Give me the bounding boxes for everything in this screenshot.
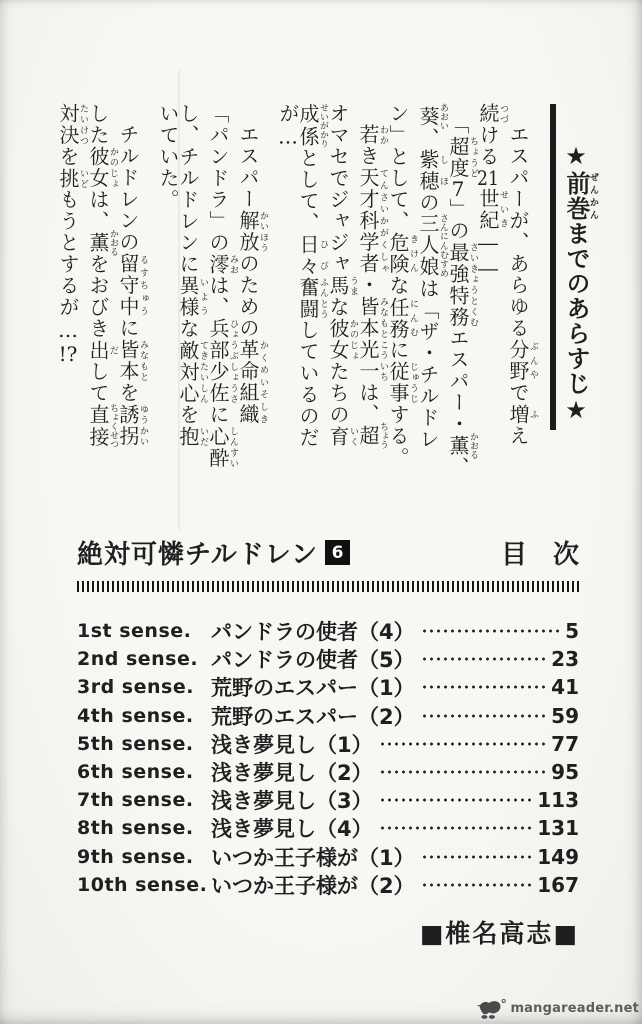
- synopsis-text: [54, 103, 538, 503]
- text-run: ★: [562, 142, 590, 171]
- toc-sense-label: 5th sense.: [77, 732, 194, 755]
- toc-entry-title: いつか王子様が（1）: [211, 845, 415, 870]
- text-run: エスパーが、あらゆる: [506, 124, 530, 339]
- toc-page-number: 59: [551, 703, 579, 728]
- text-run: もうとするが…: [56, 189, 80, 344]
- watermark-text: mangareader.net: [510, 1001, 639, 1016]
- ruby-text: 世紀せいき: [476, 187, 508, 231]
- synopsis-column: [238, 103, 268, 503]
- toc-entry-title: 浅き夢見し（4）: [211, 817, 373, 842]
- toc-entry-row: [77, 673, 579, 701]
- text-run: エスパー・: [446, 327, 470, 435]
- synopsis-column: [208, 103, 238, 503]
- toc-dot-leader: [421, 685, 550, 689]
- ruby-text: 葵あおい: [416, 103, 448, 130]
- ruby-text: 日々ひび: [296, 233, 328, 277]
- toc-entry-title: 浅き夢見し（2）: [211, 761, 373, 786]
- text-run: 」の: [446, 198, 470, 242]
- ruby-text: 対決たいけつ: [56, 103, 88, 146]
- ruby-text: 前巻ぜんかん: [562, 171, 598, 221]
- toc-entry-row: [77, 814, 579, 842]
- text-run: の: [416, 191, 440, 214]
- text-run: ・: [356, 274, 380, 296]
- synopsis-column: [58, 103, 88, 503]
- toc-entry-title: 浅き夢見し（1）: [211, 732, 373, 757]
- ruby-text: 従事じゅうじ: [386, 361, 418, 404]
- toc-entry-title: 荒野のエスパー（1）: [211, 676, 415, 701]
- toc-page-number: 5: [565, 619, 579, 644]
- text-run: ン」として、: [386, 103, 410, 232]
- toc-header: [77, 534, 579, 571]
- ruby-text: 任務にんむ: [386, 296, 418, 340]
- toc-sense-label: 10th sense.: [77, 873, 208, 896]
- synopsis-column: [118, 103, 148, 503]
- text-run: な: [326, 296, 350, 318]
- text-run: として、: [296, 147, 320, 234]
- toc-entry-row: [77, 617, 579, 645]
- text-run: は、: [206, 275, 230, 318]
- text-run: のための: [236, 253, 260, 339]
- text-run: で: [506, 382, 530, 404]
- ruby-text: 留守中るすちゅう: [116, 253, 148, 318]
- toc-page-number: 167: [537, 872, 579, 897]
- watermark: [475, 997, 639, 1020]
- synopsis-header: [559, 142, 598, 452]
- synopsis-column: [478, 103, 508, 503]
- toc-sense-label: 1st sense.: [77, 620, 192, 643]
- toc-entry-row: [77, 786, 579, 814]
- text-run: オマセでジャジャ: [326, 103, 350, 275]
- toc-dot-leader: [421, 629, 563, 633]
- toc-sense-label: 3rd sense.: [77, 676, 194, 699]
- toc-page-number: 77: [551, 731, 579, 756]
- text-run: が…: [276, 103, 300, 150]
- ruby-text: 薫かおる: [446, 432, 478, 460]
- toc-dot-leader: [421, 714, 550, 718]
- toc-sense-label: 8th sense.: [77, 817, 194, 840]
- toc-entry-row: [77, 645, 579, 673]
- toc-entry-row: [77, 758, 579, 786]
- text-run: 、: [446, 456, 470, 478]
- toc-page-number: 23: [551, 647, 579, 672]
- ruby-text: 直接ちょくせつ: [86, 403, 118, 449]
- text-run: しているのだ: [296, 319, 320, 449]
- ruby-text: 革命組織かくめいそしき: [236, 339, 268, 425]
- toc-entry-row: [77, 843, 579, 871]
- series-title: 絶対可憐チルドレン: [77, 540, 319, 570]
- text-run: !?: [58, 343, 78, 364]
- toc-entry-title: いつか王子様が（2）: [211, 873, 415, 898]
- ruby-text: 三人娘さんにんむすめ: [416, 213, 448, 278]
- text-run: は、: [356, 382, 380, 425]
- toc-page-number: 149: [537, 844, 579, 869]
- text-run: いていた。: [156, 103, 180, 211]
- ruby-text: 敵対心てきたいしん: [176, 339, 208, 404]
- ruby-text: 最強特務さいきょうとくむ: [446, 241, 478, 328]
- ruby-text: 澪みお: [206, 253, 238, 275]
- text-run: は「ザ・チルドレ: [416, 277, 440, 450]
- author-credit: ■椎名高志■: [419, 918, 579, 948]
- toc-entry-title: パンドラの使者（4）: [211, 620, 415, 645]
- mangareader-logo-icon: [475, 997, 507, 1020]
- ruby-text: 増ふ: [506, 403, 538, 425]
- ruby-text: 成係せいがかり: [296, 103, 328, 148]
- synopsis-column: [148, 103, 178, 503]
- ruby-text: 若わか: [356, 124, 388, 146]
- text-run: を: [116, 382, 140, 404]
- text-run: は、: [86, 189, 110, 232]
- text-run: え: [506, 425, 530, 447]
- synopsis-column: [328, 103, 358, 503]
- toc-dot-leader: [379, 826, 536, 830]
- ruby-text: 危険きけん: [386, 232, 418, 275]
- toc-entries: [77, 617, 579, 899]
- toc-page-number: 131: [537, 816, 579, 841]
- text-run: を: [176, 404, 200, 426]
- ruby-text: 抱いだ: [176, 425, 208, 447]
- text-run: な: [176, 318, 200, 340]
- text-run: たちの: [326, 361, 350, 426]
- ruby-text: 出だ: [86, 339, 118, 361]
- toc-divider: [77, 581, 579, 592]
- text-run: 「: [446, 114, 470, 136]
- synopsis-column: [268, 103, 298, 503]
- text-run: ける: [476, 124, 500, 168]
- synopsis-divider-rule: [550, 104, 556, 430]
- text-run: に: [206, 404, 230, 426]
- toc-entry-row: [77, 730, 579, 758]
- text-run: に: [116, 317, 140, 339]
- ruby-text: 彼女かのじょ: [326, 318, 358, 361]
- toc-entry-row: [77, 702, 579, 730]
- ruby-text: 奮闘ふんとう: [296, 276, 328, 320]
- ruby-text: 分野ぶんや: [506, 339, 538, 382]
- toc-dot-leader: [421, 883, 536, 887]
- volume-badge: 6: [325, 540, 350, 565]
- ruby-text: 皆本みなもと: [116, 339, 148, 382]
- ruby-text: 皆本光一みなもとこういち: [356, 296, 388, 382]
- synopsis-column: [418, 103, 448, 503]
- toc-dot-leader: [421, 657, 550, 661]
- toc-dot-leader: [379, 742, 550, 746]
- ruby-text: 挑いど: [56, 167, 88, 189]
- toc-sense-label: 4th sense.: [77, 704, 194, 727]
- ruby-text: 超ちょう: [356, 422, 388, 450]
- ruby-text: 彼女かのじょ: [86, 146, 118, 189]
- toc-page-number: 113: [537, 788, 579, 813]
- text-run: ――: [476, 230, 500, 282]
- text-run: 、: [416, 127, 440, 149]
- ruby-text: 誘拐ゆうかい: [116, 403, 148, 447]
- text-run: までのあらすじ★: [562, 221, 590, 425]
- text-run: した: [86, 103, 110, 146]
- toc-sense-label: 9th sense.: [77, 845, 194, 868]
- ruby-text: 紫穂しほ: [416, 148, 448, 192]
- text-run: き: [356, 145, 380, 167]
- text-run: チルドレンの: [116, 124, 140, 253]
- synopsis-column: [88, 103, 118, 503]
- ruby-text: 心酔しんすい: [206, 425, 238, 469]
- text-run: して: [86, 361, 110, 404]
- ruby-text: 解放かいほう: [236, 210, 268, 253]
- ruby-text: 続つづ: [476, 103, 508, 125]
- contents-label: 目 次: [500, 540, 579, 570]
- toc-sense-label: 7th sense.: [77, 789, 194, 812]
- toc-dot-leader: [421, 855, 536, 859]
- text-run: に: [386, 339, 410, 361]
- synopsis-column: [448, 103, 478, 503]
- ruby-text: 天才科学者てんさいかがくしゃ: [356, 167, 388, 275]
- toc-entry-title: パンドラの使者（5）: [211, 648, 415, 673]
- toc-entry-title: 荒野のエスパー（2）: [211, 704, 415, 729]
- ruby-text: 薫かおる: [86, 229, 118, 257]
- ruby-text: 異様いよう: [176, 275, 208, 318]
- toc-entry-title: 浅き夢見し（3）: [211, 789, 373, 814]
- ruby-text: 兵部少佐ひょうぶしょうさ: [206, 318, 238, 404]
- toc-sense-label: 2nd sense.: [77, 648, 199, 671]
- text-run: する。: [386, 404, 410, 469]
- text-run: 21: [477, 167, 499, 188]
- toc-dot-leader: [379, 770, 550, 774]
- text-run: 「パンドラ」の: [206, 103, 230, 254]
- synopsis-column: [388, 103, 418, 503]
- synopsis-column: [298, 103, 328, 503]
- toc-section: [77, 534, 579, 950]
- toc-page-number: 41: [551, 675, 579, 700]
- toc-sense-label: 6th sense.: [77, 761, 194, 784]
- synopsis-column: [358, 103, 388, 503]
- text-run: し、チルドレンに: [176, 103, 200, 275]
- synopsis-column: [508, 103, 538, 503]
- ruby-text: 育いく: [326, 425, 358, 447]
- toc-page-number: 95: [551, 760, 579, 785]
- toc-dot-leader: [379, 798, 536, 802]
- synopsis-column: [178, 103, 208, 503]
- toc-entry-row: [77, 871, 579, 899]
- text-run: な: [386, 275, 410, 297]
- ruby-text: 馬うま: [326, 275, 358, 297]
- text-run: を: [56, 146, 80, 168]
- ruby-text: 超度ちょうど: [446, 135, 478, 179]
- text-run: エスパー: [236, 124, 260, 210]
- text-run: をおびき: [86, 253, 110, 340]
- text-run: 7: [451, 178, 465, 199]
